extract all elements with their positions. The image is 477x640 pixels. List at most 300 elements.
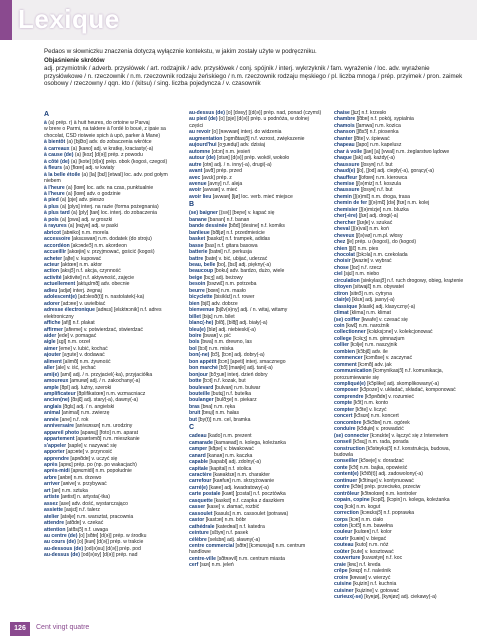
entry-headword: cheveux xyxy=(334,232,355,239)
entry-headword: à côté (de) xyxy=(44,158,70,165)
entry-headword: bouteille xyxy=(189,391,210,398)
entry-gloss: [otuʀ] [d(ə)] prép. wokół, wokoło xyxy=(217,155,290,162)
entry-headword: citoyen xyxy=(334,284,352,291)
entry-headword: caractère xyxy=(189,472,212,479)
entry-gloss: [ʃo], [ʃod] adj. ciepły(-a), gorący(-a) xyxy=(356,168,434,175)
entry-headword: bande dessinée xyxy=(189,223,228,230)
entry-headword: adolescent(e) xyxy=(44,294,77,301)
entry-headword: aigle xyxy=(44,339,56,346)
entry-headword: coton xyxy=(334,523,348,529)
entry-headword: appareil photo xyxy=(44,429,80,436)
entry-gloss: [bwa] n.m. drewno, las xyxy=(200,339,252,346)
entry-headword: (se) baigner xyxy=(189,210,218,217)
entry-headword: beige xyxy=(189,274,203,281)
entry-headword: chemin de fer xyxy=(334,200,368,207)
entry-gloss: [apaʀɛj] [foto] n.m. aparat xyxy=(80,429,138,436)
entry-gloss: [kɔnɛkte] v. łączyć się z Internetem xyxy=(370,432,449,439)
entry-headword: content(e) xyxy=(334,471,359,478)
entry-gloss: [kɔ̃bjɛ̃] adv. ile xyxy=(356,348,388,355)
entry-headword: au-dessous (de) xyxy=(44,545,84,552)
entry-gloss: [bjɛ̃v(ə)ny] adj. / n. witaj, witamy xyxy=(215,307,288,314)
entry-gloss: [bulvaʀ] n.m. bulwar xyxy=(214,384,261,391)
entry-headword: chez xyxy=(334,239,346,246)
entry-headword: cadeau xyxy=(189,433,207,440)
entry-headword: chauffeur xyxy=(334,174,358,181)
entry-gloss: [ʃofœʀ] n.m. kierowca xyxy=(358,174,408,181)
entry-gloss: [apɔʀte] v. przynosić xyxy=(66,449,113,456)
page-number: 126 xyxy=(10,622,30,636)
entry-gloss: [kɔlɛksjɔne] v. kolekcjonować xyxy=(367,329,433,336)
entry-gloss: [kado] n.m. prezent xyxy=(207,433,252,440)
entry-gloss: [oʒuʀdɥi] adv. dzisiaj xyxy=(217,142,266,149)
entry-headword: arbre xyxy=(44,474,57,481)
entry-headword: couverture xyxy=(334,555,361,562)
entry-headword: conseiller xyxy=(334,458,358,465)
entry-headword: (se) coiffer xyxy=(334,316,361,323)
entry-headword: continuer xyxy=(334,477,358,484)
entry-gloss: [o] [ʀəvwaʀ] interj. do widzenia xyxy=(211,129,282,136)
entry-headword: botte xyxy=(189,378,202,385)
entry-headword: conduire xyxy=(334,426,356,433)
entry-headword: anniversaire xyxy=(44,423,75,430)
entry-headword: basket xyxy=(189,236,206,243)
entry-gloss: [avwaʀ] v. mieć xyxy=(202,187,238,194)
entry-gloss: [kuto] n.m. nóż xyxy=(354,542,389,549)
entry-headword: comprendre xyxy=(334,393,364,400)
entry-headword: à bientôt xyxy=(44,139,66,146)
page-header xyxy=(0,0,477,40)
entry-gloss: [ɔgmɑ̃tasjɔ̃] n.f. wzrost, zwiększenie xyxy=(223,135,305,142)
glossary-column-2 xyxy=(189,110,323,620)
entry-gloss: [bijɛ] n.m. bilet xyxy=(202,313,235,320)
entry-gloss: [kʀɛ] n.f. kreda xyxy=(347,561,381,568)
entry-headword: camper xyxy=(189,446,208,453)
entry-gloss: [aksjɔ̃] n.f. akcja, czynność xyxy=(60,268,121,275)
entry-headword: animal xyxy=(44,410,61,417)
entry-headword: castor xyxy=(189,517,205,524)
intro-paragraph: Pedaos w słowniczku znaczenia dotyczą wyłącznie kontekstu, w jakim zostały użyte w podręczniku. xyxy=(44,48,317,55)
entry-gloss: [od(ə)su] [d(ə)] prép. pod xyxy=(84,545,141,552)
entry-gloss: [sɑ̃tʀəvil] n.m. centrum miasta xyxy=(217,555,285,562)
entry-gloss: [kɔk] n.m. kogut xyxy=(344,503,381,510)
entry-headword: contre xyxy=(334,484,350,491)
entry-headword: au centre (de) xyxy=(44,533,78,539)
entry-gloss: (a) [pje] adv. pieszo xyxy=(60,197,105,204)
entry-headword: s'appeler xyxy=(44,442,67,449)
entry-headword: à l'heure xyxy=(44,184,65,191)
entry-gloss: [batʀi] n.f. perkusja xyxy=(208,249,252,256)
entry-headword: choisir xyxy=(334,258,351,265)
entry-gloss: [adʀɛs] [elɛktʀɔnik] n.f. adres elektroniczny xyxy=(44,307,162,320)
entry-headword: avec xyxy=(189,174,201,181)
entry-headword: bon marché xyxy=(189,365,218,372)
entry-gloss: [abʀiko] n.m. morela xyxy=(62,229,109,236)
entry-gloss: [kʀɛp] n.f. naleśnik xyxy=(349,568,391,575)
entry-gloss: [kɔ̃t] n.m. konto xyxy=(353,400,389,407)
entry-headword: couleur xyxy=(334,529,353,536)
entry-headword: chaud(e) xyxy=(334,168,356,175)
entry-gloss: [apʀɛ] prép. po (np. po wakacjach) xyxy=(59,462,137,469)
entry-headword: carré(e) xyxy=(189,484,208,491)
entry-headword: accueillir xyxy=(44,249,67,256)
entry-headword: ceinture xyxy=(189,530,209,537)
entry-gloss: [o] [pje] [d(ə)] prép. u podnóża, w dolnej części xyxy=(189,116,309,129)
entry-headword: capable xyxy=(189,459,208,466)
entry-gloss: [kɔ̃sɛj] n.m. rada, porada xyxy=(352,439,409,446)
entry-headword: banlieue xyxy=(189,229,210,236)
entry-gloss: (a) [kaʀo] adj. w kratkę, kraciasty(-a) xyxy=(70,145,154,152)
entry-gloss: [adjø] interj. żegnaj xyxy=(58,287,102,294)
entry-headword: compter xyxy=(334,406,355,413)
entry-headword: cheval xyxy=(334,226,350,233)
entry-headword: boulevard xyxy=(189,384,214,391)
entry-gloss: [ʃoz] n.f. rzecz xyxy=(350,264,382,271)
entry-gloss: [selɛbʀ] adj. sławny(-a) xyxy=(208,536,261,543)
entry-gloss: (a) [kote] [d(ə)] prép. obok (kogoś, czegoś) xyxy=(70,158,168,165)
entry-headword: cathédrale xyxy=(189,523,215,530)
entry-headword: beau, belle xyxy=(189,261,216,268)
entry-headword: centre-ville xyxy=(189,555,216,562)
entry-gloss: [kɑ̃pe] v. biwakować xyxy=(208,446,254,453)
entry-headword: basse xyxy=(189,242,204,249)
entry-gloss: [avɛk] prép. z xyxy=(201,174,232,181)
entry-gloss: [kaʀfuʀ] n.m. skrzyżowanie xyxy=(212,478,275,485)
entry-headword: automne xyxy=(189,148,211,155)
entry-gloss: [bwaʀ] v. pić xyxy=(202,332,231,339)
entry-headword: ciel xyxy=(334,271,343,278)
entry-gloss: [bɔt] n.f. kozak, but xyxy=(202,378,246,385)
entry-headword: couteau xyxy=(334,542,354,549)
entry-headword: commencer xyxy=(334,355,363,362)
entry-gloss: [siʀkylasjɔ̃] n.f. ruch drogowy, obieg, krążenie xyxy=(361,277,464,284)
entry-gloss: [kwafe] v. czesać się xyxy=(361,316,408,323)
entry-headword: à rayures xyxy=(44,223,67,230)
entry-gloss: [kʀwaʀ] v. wierzyć xyxy=(349,574,391,581)
entry-gloss: [kɔ̃poze] v. układać, składać, komponować xyxy=(359,387,456,394)
entry-headword: attention xyxy=(44,526,66,533)
entry-gloss: [adɔʀe] v. uwielbiać xyxy=(61,300,106,307)
entry-headword: canard xyxy=(189,452,206,459)
entry-gloss: [od(ə)sy] [d(ə)] prép. nad xyxy=(81,552,138,559)
entry-headword: à plus tard xyxy=(44,210,70,217)
entry-headword: atelier xyxy=(44,513,60,520)
entry-headword: accessoire xyxy=(44,236,71,243)
entry-headword: actuellement xyxy=(44,281,76,288)
entry-headword: accordéon xyxy=(44,242,70,249)
entry-gloss: [sitwajɛ̃] n.m. obywatel xyxy=(353,284,405,291)
entry-gloss: [kamaʀad] n. kolega, koleżanka xyxy=(214,439,286,446)
entry-headword: chaussure xyxy=(334,187,360,194)
glossary-entry xyxy=(44,126,178,139)
entry-gloss: [ʃ(ə)mɛ̃] [də] [fɛʀ] n.m. kolej xyxy=(368,200,430,207)
entry-gloss: [kɔ̃dɥiʀ] v. prowadzić xyxy=(356,426,404,433)
entry-gloss: [ʃ(ə)mɛ̃] n.m. droga, trasa xyxy=(353,193,410,200)
entry-gloss: [sitʀɔ̃] n.m. cytryna xyxy=(349,290,392,297)
entry-gloss: [kɔlɛʒ] n.m. gimnazjum xyxy=(352,335,405,342)
entry-gloss: (a) [koz] [d(ə)] prép. z powodu xyxy=(74,152,143,159)
entry-headword: aller xyxy=(44,365,55,372)
entry-gloss: [kɔʀɛksjɔ̃] n.f. poprawka xyxy=(360,510,415,517)
entry-gloss: [aʀive] v. przybywać xyxy=(61,481,107,488)
entry-headword: avoir xyxy=(189,187,202,194)
entry-gloss: [apʀɑ̃dʀ] v. uczyć się xyxy=(70,455,118,462)
entry-gloss: [kaskɛt] n.f. czapka z daszkiem xyxy=(214,497,285,504)
entry-headword: billet xyxy=(189,313,201,320)
entry-gloss: [bisiklɛt] n.f. rower xyxy=(213,294,255,301)
entry-gloss: [bjɛ̃] adv. dobrze xyxy=(200,300,238,307)
entry-headword: corps xyxy=(334,516,348,523)
entry-gloss: [kɔmɑ̃se] v. zaczynać xyxy=(364,355,413,362)
entry-gloss: [ɑ̃pl] adj. luźny, szeroki xyxy=(60,384,112,391)
entry-headword: après-midi xyxy=(44,468,70,475)
entry-gloss: [kaʀt] [pɔstal] n.f. pocztówka xyxy=(221,491,286,498)
entry-gloss: [ʃ(ə)val] n.m. koń xyxy=(351,226,389,233)
entry-gloss: [ʃosyʀ] n.f. but xyxy=(360,161,393,168)
entry-gloss: [ɑ̃glɛ] adj. / n. angielski xyxy=(62,403,115,410)
entry-headword: composer xyxy=(334,387,359,394)
entry-headword: curieux(-se) xyxy=(334,593,363,600)
entry-headword: construction xyxy=(334,445,365,452)
entry-gloss: [ase] adv. dość, wystarczająco xyxy=(59,500,129,507)
entry-headword: chemisier xyxy=(334,206,358,213)
entry-gloss: [saple] v. nazywać się xyxy=(67,442,117,449)
glossary-entry xyxy=(189,562,323,568)
entry-headword: au pied (de) xyxy=(189,116,218,123)
entry-gloss: [ʃwaziʀ] v. wybrać xyxy=(352,258,392,265)
entry-headword: après xyxy=(44,462,58,469)
glossary-entry xyxy=(44,172,178,185)
entry-gloss: [ami] adj. / n. przyjaciel(-ka), przyjaciółka xyxy=(60,371,153,378)
entry-gloss: [anivɛʀsɛʀ] n.m. urodziny xyxy=(75,423,133,430)
entry-gloss: (a) [lœʀ] adv. o godzinie xyxy=(66,190,121,197)
entry-gloss: [kɔ̃t] n.m. bajka, opowieść xyxy=(349,464,408,471)
entry-headword: bien xyxy=(189,300,200,307)
entry-gloss: [kɔ̃sɛʀ] n.m. koncert xyxy=(353,413,399,420)
entry-headword: ample xyxy=(44,384,59,391)
entry-gloss: [ʃɔkɔla] n.m. czekolada xyxy=(356,251,408,258)
entry-gloss: [ʃapo] n.m. kapelusz xyxy=(356,142,402,149)
entry-gloss: [bɛʒ] adj. beżowy xyxy=(203,274,243,281)
entry-gloss: [ane] n.f. rok xyxy=(60,416,89,423)
entry-gloss: [ɛgl] n.m. orzeł xyxy=(57,339,90,346)
entry-gloss: [klasik] adj. klasyczny(-a) xyxy=(358,303,416,310)
entry-headword: chapeau xyxy=(334,142,355,149)
entry-gloss: [ʃak] adj. każdy(-a) xyxy=(353,155,395,162)
entry-headword: amoureux xyxy=(44,378,69,385)
entry-headword: banane xyxy=(189,216,207,223)
glossary-entry xyxy=(44,552,178,558)
page-title: Lexique xyxy=(18,4,120,34)
entry-gloss: [otʀ] adj. / n. inny(-a), drugi(-a) xyxy=(202,161,272,168)
entry-gloss: [blɑ̃], [blɑ̃ʃ] adj. biały(-a) xyxy=(214,320,268,327)
glossary-entry xyxy=(189,417,323,423)
entry-gloss: [kute] v. kosztować xyxy=(351,548,394,555)
entry-headword: coq xyxy=(334,503,344,510)
intro-paragraph: adj. przymiotnik / adverb. przysłówek / art. rodzajnik / adv. przysłówek / conj. spójnik / interj. wykrzyknik / fam. wyrażenie / loc. adv. wyrażenie przysłówkowe / n. rzeczownik / n.m. rzeczownik rodzaju żeńskiego / n.m. rzeczownik rodzaju męskiego / pl. liczba mnoga / prép. przyimek / pron. zaimek osobowy / rzeczowny / qqn. kto / (kitsu) / sing. liczba pojedyncza / v. czasownik xyxy=(44,65,463,88)
glossary-entry xyxy=(189,543,323,556)
entry-gloss: [kɔʀ] n.m. ciało xyxy=(349,516,384,523)
entry-headword: chocolat xyxy=(334,251,355,258)
entry-headword: combien xyxy=(334,348,355,355)
entry-headword: cassoulet xyxy=(189,510,213,517)
entry-gloss: [ɑ̃plifikatœʀ] n.m. wzmacniacz xyxy=(77,391,146,398)
entry-gloss: [asjɛt] n.f. talerz xyxy=(64,507,100,514)
entry-gloss: [ʃɛʀʃe] v. szukać xyxy=(356,219,393,226)
entry-headword: amplificateur xyxy=(44,391,76,398)
letter-heading: B xyxy=(189,201,195,209)
entry-headword: arriver xyxy=(44,481,60,488)
entry-gloss: [kase] v. złamać, rozbić xyxy=(206,504,260,511)
entry-gloss: [ʃ(ə)miz] n.f. koszula xyxy=(355,180,402,187)
intro-text xyxy=(44,48,464,89)
entry-gloss: [o] [sɑ̃tʀ] [d(ə)] prép. w środku xyxy=(78,533,147,539)
entry-headword: chambre xyxy=(334,116,356,123)
entry-gloss: [bɔn] [apeti] interj. smacznego xyxy=(217,358,286,365)
entry-gloss: [apaʀtəmɑ̃] n.m. mieszkanie xyxy=(76,436,140,443)
entry-headword: centre commercial xyxy=(189,543,235,549)
entry-headword: appartement xyxy=(44,436,75,443)
entry-headword: bleu(e) xyxy=(189,326,206,333)
glossary-entry xyxy=(189,194,323,200)
entry-headword: crêpe xyxy=(334,568,348,575)
entry-gloss: [bœʀ] n.m. masło xyxy=(206,287,246,294)
entry-gloss: [bɑ̃ljø] n.f. przedmieście xyxy=(211,229,265,236)
entry-gloss: [ʃjɛ̃] n.m. pies xyxy=(348,245,379,252)
entry-headword: citron xyxy=(334,290,349,297)
entry-gloss: [sjɛl] n.m. niebo xyxy=(343,271,380,278)
entry-gloss: [ede] v. pomagać xyxy=(57,332,97,339)
entry-headword: (se) connecter xyxy=(334,432,369,439)
entry-headword: but xyxy=(189,416,197,423)
entry-gloss: [kasulɛ] n.m. cassoulet (potrawa) xyxy=(213,510,289,517)
entry-gloss: [katedʀal] n.f. katedra xyxy=(215,523,265,530)
entry-headword: affirmer xyxy=(44,326,63,333)
entry-gloss: [boku] adv. bardzo, dużo, wiele xyxy=(214,268,285,275)
entry-headword: chamois xyxy=(334,122,355,129)
entry-gloss: [ʃosyʀ] n.f. but xyxy=(360,187,393,194)
entry-headword: compte xyxy=(334,400,353,407)
entry-gloss: [akɔʀdeɔ̃] n.m. akordeon xyxy=(71,242,127,249)
entry-gloss: [kapabl] adj. zdolny(-a) xyxy=(209,459,261,466)
entry-gloss: [ʃ(ə)mizje] n.m. bluzka xyxy=(359,206,409,213)
entry-gloss: [amuʀø] adj. / n. zakochany(-a) xyxy=(69,378,141,385)
entry-headword: assez xyxy=(44,500,58,507)
entry-headword: cerf xyxy=(189,562,199,569)
entry-gloss: [kɔ̃tʀolœʀ] n.m. kontroler xyxy=(360,490,417,497)
entry-gloss: [kɔ̃kɔ̃bʀ] n.m. ogórek xyxy=(362,419,410,426)
entry-gloss: [sɛʀ] n.m. jeleń xyxy=(199,562,234,569)
entry-gloss: [bʀɥi] n.m. hałas xyxy=(201,410,240,417)
entry-gloss: [kɔ̃tɑ̃(t)] adj. zadowolony(-a) xyxy=(360,471,423,478)
entry-gloss: [batʀ] v. bić, ubijać, uderzać xyxy=(204,255,268,262)
entry-gloss: [bas] n.f. gitara basowa xyxy=(204,242,258,249)
entry-headword: ami(e) xyxy=(44,371,60,378)
entry-headword: acheter xyxy=(44,255,63,262)
entry-headword: bras xyxy=(189,403,200,410)
entry-gloss: [kɔ̃seje] v. doradzać xyxy=(359,458,404,465)
entry-gloss: [blø] adj. niebieski(-a) xyxy=(207,326,256,333)
entry-headword: bon(-ne) xyxy=(189,352,210,359)
entry-gloss: [aʀ] n.m. sztuka xyxy=(51,487,88,494)
entry-gloss: [kɔpɛ̃], [kɔpin] n. kolega, koleżanka xyxy=(371,497,450,504)
entry-headword: bonjour xyxy=(189,371,208,378)
letter-heading: C xyxy=(189,424,195,432)
entry-headword: bon appétit xyxy=(189,358,217,365)
entry-gloss: [afiʃ] n.f. plakat xyxy=(61,320,95,327)
entry-headword: affiche xyxy=(44,320,61,327)
entry-gloss: [ʃɛz] n.f. krzesło xyxy=(351,110,387,116)
entry-gloss: [bɔ̃], [bɔn] adj. dobry(-a) xyxy=(210,352,265,359)
entry-headword: au-dessus (de) xyxy=(189,110,225,116)
entry-headword: chercher xyxy=(334,219,356,226)
entry-gloss: [kuʀiʀ] v. biegać xyxy=(349,535,387,542)
entry-headword: apporter xyxy=(44,449,65,456)
entry-headword: concert xyxy=(334,413,353,420)
entry-headword: circulation xyxy=(334,277,360,284)
entry-headword: bois xyxy=(189,339,200,346)
entry-gloss: [bo], [bɛl] adj. piękny(-a) xyxy=(216,261,271,268)
entry-gloss: [ɑ̃sjɛ̃] adj. stary(-a), dawny(-a) xyxy=(70,397,139,404)
entry-gloss: [bɔl] n.m. miska xyxy=(198,345,234,352)
entry-gloss: [kɔ̃tʀ] prép. przeciwko, przeciw xyxy=(351,484,421,491)
entry-headword: battre xyxy=(189,255,204,262)
entry-gloss: [ʃ(ə)vø] n.m.pl. włosy xyxy=(355,232,403,239)
entry-headword: capitale xyxy=(189,465,208,472)
intro-paragraph: Objaśnienie skrótów xyxy=(44,56,105,64)
entry-headword: croire xyxy=(334,574,349,581)
entry-headword: conseil xyxy=(334,439,352,446)
entry-gloss: [butɛj] n.f. butelka xyxy=(211,391,252,398)
entry-headword: à l'heure xyxy=(44,190,65,197)
entry-gloss: [baskɛt] n.f. trampek, adidas xyxy=(206,236,271,243)
entry-gloss: [atɑ̃dʀ] v. czekać xyxy=(65,520,104,527)
entry-headword: bienvenue xyxy=(189,307,215,314)
entry-gloss: [kɔtɔ̃] n.m. bawełna xyxy=(349,523,393,529)
entry-headword: cuisiner xyxy=(334,587,354,594)
entry-gloss: [aʃte] v. kupować xyxy=(63,255,102,262)
entry-headword: chien xyxy=(334,245,348,252)
entry-gloss: [ale] v. iść, jechać xyxy=(55,365,96,372)
entry-headword: aliment xyxy=(44,358,62,365)
entry-headword: carte postale xyxy=(189,491,221,498)
entry-gloss: [aktɥɛlmɑ̃] adv. obecnie xyxy=(76,281,130,288)
entry-gloss: [klima] n.m. klimat xyxy=(350,310,391,317)
entry-gloss: [adɔlesɑ̃(t)] n. nastolatek(-ka) xyxy=(78,294,145,301)
entry-gloss: (a) [lœʀ] loc. adv. na czas, punktualnie xyxy=(66,184,154,191)
header-accent-bar xyxy=(0,0,12,40)
entry-gloss: [alimɑ̃] n.m. żywność xyxy=(63,358,111,365)
entry-gloss: w brere o Parmi, na taktere à l'ordé lo boué, z ipaie sa chocolat, CSD rioiweie spich à upò, parker à Mane) xyxy=(44,126,166,139)
entry-headword: climat xyxy=(334,310,349,317)
entry-headword: copain, copine xyxy=(334,497,370,504)
entry-gloss: [animal] n.m. zwierzę xyxy=(61,410,110,417)
glossary-entry xyxy=(334,594,468,600)
entry-gloss: [bulɑ̃ʒe] n. piekarz xyxy=(215,397,257,404)
entry-gloss: [kaʀe] adj. kwadratowy(-a) xyxy=(209,484,269,491)
entry-gloss: [kɔ̃pʀɑ̃dʀ] v. rozumieć xyxy=(364,393,414,400)
entry-headword: ajouter xyxy=(44,352,61,359)
entry-gloss: [eme] v. lubić, kochać xyxy=(59,345,108,352)
entry-gloss: [afiʀme] v. potwierdzać, stwierdzać xyxy=(64,326,143,333)
entry-gloss: [kɔ̃stʀyksjɔ̃] n.f. konstrukcja, budowa, budowla xyxy=(334,445,451,459)
entry-headword: clair(e) xyxy=(334,297,351,304)
glossary-column-3 xyxy=(334,110,468,620)
entry-headword: avenue xyxy=(189,180,207,187)
entry-headword: bol xyxy=(189,345,197,352)
entry-gloss: [bɔ̃] [maʀʃe] adj. tani(-a) xyxy=(219,365,273,372)
entry-gloss: [aʀtist] n. artysta(-tka) xyxy=(60,494,110,501)
entry-headword: à la belle étoile xyxy=(44,171,81,178)
